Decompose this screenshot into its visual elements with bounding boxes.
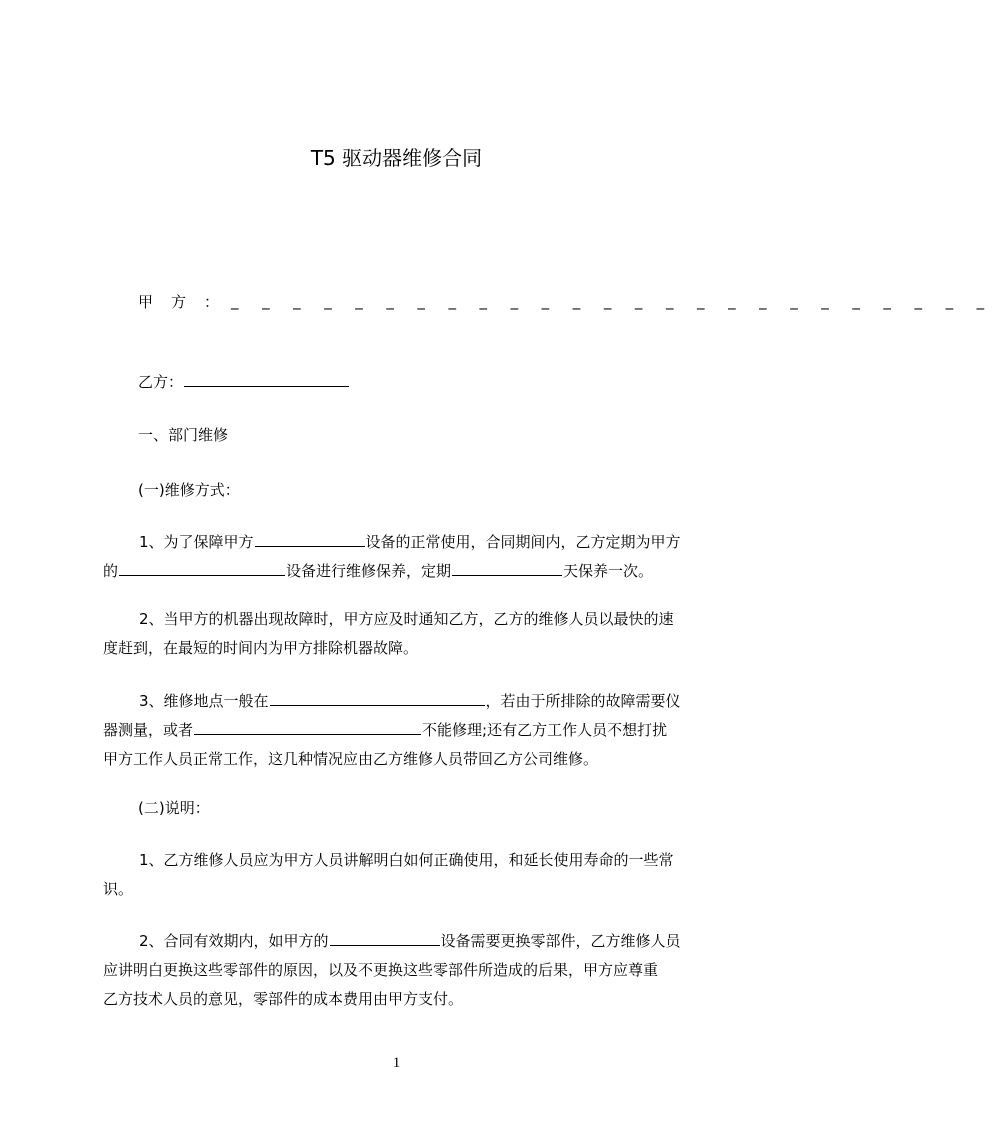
- p1-blank-days[interactable]: [452, 561, 562, 576]
- paragraph-3: [103, 687, 709, 774]
- document-title: T5 驱动器维修合同: [310, 146, 483, 170]
- p2-line-2: 度赶到，在最短的时间内为甲方排除机器故障。: [103, 639, 419, 657]
- party-a-char-1: 甲: [138, 293, 154, 311]
- paragraph-2: [103, 605, 709, 663]
- p1-blank-equipment[interactable]: [255, 532, 365, 547]
- subheading-repair-method: (一)维修方式：: [138, 481, 240, 499]
- p3-blank-location[interactable]: [270, 691, 485, 706]
- p5-line-3: 乙方技术人员的意见，零部件的成本费用由甲方支付。: [103, 990, 464, 1008]
- paragraph-1: [103, 528, 709, 586]
- p3-line-3: 甲方工作人员正常工作，这几种情况应由乙方维修人员带回乙方公司维修。: [103, 750, 599, 768]
- p3-text-a: 3、维修地点一般在: [139, 692, 269, 710]
- party-a-label: [138, 292, 219, 312]
- page-number: 1: [392, 1055, 401, 1071]
- party-b-blank[interactable]: [184, 372, 349, 387]
- p5-text-b: 设备需要更换零部件，乙方维修人员: [440, 932, 681, 950]
- party-b-label: 乙方：: [138, 373, 184, 391]
- p3-text-d: 不能修理;还有乙方工作人员不想打扰: [422, 721, 668, 739]
- p3-text-c: 器测量，或者: [103, 721, 194, 739]
- p5-text-a: 2、合同有效期内，如甲方的: [139, 932, 329, 950]
- section-heading-repair: 一、部门维修: [138, 426, 229, 444]
- p3-text-b: ，若由于所排除的故障需要仪: [485, 692, 681, 710]
- p1-text-d: 设备进行维修保养，定期: [286, 562, 452, 580]
- p1-blank-equipment-2[interactable]: [119, 561, 285, 576]
- party-a-char-2: 方: [171, 293, 187, 311]
- p1-text-a: 1、为了保障甲方: [139, 533, 254, 551]
- p1-text-c: 的: [103, 562, 119, 580]
- p1-text-e: 天保养一次。: [563, 562, 654, 580]
- p5-line-2: 应讲明白更换这些零部件的原因，以及不更换这些零部件所造成的后果，甲方应尊重: [103, 961, 659, 979]
- p5-blank-equipment[interactable]: [330, 931, 440, 946]
- party-a-blank[interactable]: _ _ _ _ _ _ _ _ _ _ _ _ _ _ _ _ _ _ _ _ _ _ _ _ _: [231, 292, 994, 310]
- paragraph-4: [103, 846, 709, 904]
- p2-line-1: 2、当甲方的机器出现故障时，甲方应及时通知乙方，乙方的维修人员以最快的速: [139, 610, 674, 628]
- p4-line-2: 识。: [103, 880, 134, 898]
- party-b-line: [138, 372, 350, 392]
- p1-text-b: 设备的正常使用，合同期间内，乙方定期为甲方: [365, 533, 681, 551]
- p4-line-1: 1、乙方维修人员应为甲方人员讲解明白如何正确使用，和延长使用寿命的一些常: [139, 851, 674, 869]
- paragraph-5: [103, 927, 709, 1014]
- subheading-notes: (二)说明：: [138, 799, 210, 817]
- party-a-colon: ：: [204, 293, 220, 311]
- p3-blank-condition[interactable]: [194, 720, 421, 735]
